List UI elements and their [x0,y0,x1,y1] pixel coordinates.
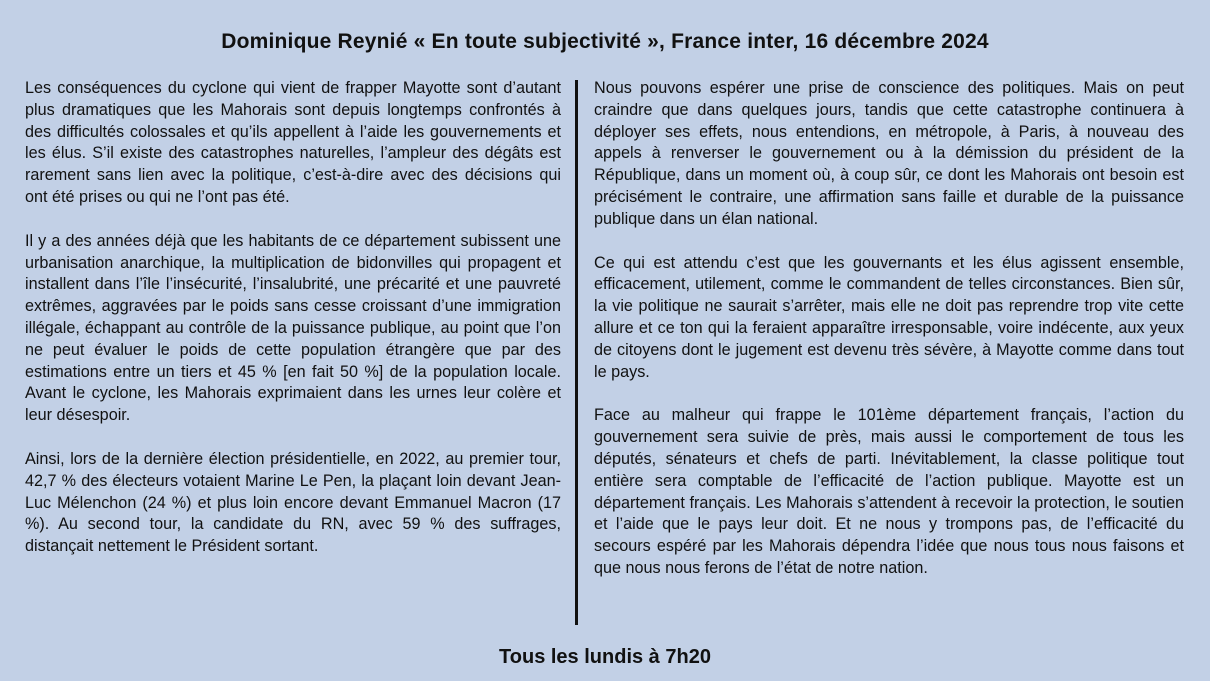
paragraph: Il y a des années déjà que les habitants de ce département subissent une urbanisation anarchique, la multiplication de bidonvilles qui propagent et installent dans l’île l’insécurité, l’insalubrité, une précarité et une pauvreté extrêmes, aggravées par le poids sans cesse croissant d’une immigration illégale, échappant au contrôle de la puissance publique, au point que l’on ne peut évaluer le poids de cette population étrangère que par des estimations entre un tiers et 45 % [en fait 50 %] de la population locale. Avant le cyclone, les Mahorais exprimaient dans les urnes leur colère et leur désespoir. [25,231,561,425]
paragraph: Les conséquences du cyclone qui vient de frapper Mayotte sont d’autant plus dramatiques que les Mahorais sont depuis longtemps confrontés à des difficultés colossales et qu’ils appellent à l’aide les gouvernements et les élus. S’il existe des catastrophes naturelles, l’ampleur des dégâts est rarement sans lien avec la politique, c’est-à-dire avec des décisions qui ont été prises ou qui ne l’ont pas été. [25,79,561,206]
page-title: Dominique Reynié « En toute subjectivité », France inter, 16 décembre 2024 [221,30,989,53]
paragraph: Nous pouvons espérer une prise de conscience des politiques. Mais on peut craindre que dans quelques jours, tandis que cette catastrophe continuera à déployer ses effets, nous entendions, en métropole, à Paris, à nouveau des appels à renverser le gouvernement ou à la démission du président de la République, dans un moment où, à coup sûr, ce dont les Mahorais ont besoin est précisément le contraire, une affirmation sans faille et durable de la puissance publique dans un élan national. [594,79,1184,228]
left-column [25,78,561,580]
right-column [594,78,1184,602]
paragraph: Ainsi, lors de la dernière élection présidentielle, en 2022, au premier tour, 42,7 % des électeurs votaient Marine Le Pen, la plaçant loin devant Jean-Luc Mélenchon (24 %) et plus loin encore devant Emmanuel Macron (17 %). Au second tour, la candidate du RN, avec 59 % des suffrages, distançait nettement le Président sortant. [25,449,561,556]
paragraph: Face au malheur qui frappe le 101ème département français, l’action du gouvernement sera suivie de près, mais aussi le comportement de tous les députés, sénateurs et chefs de parti. Inévitablement, la classe politique tout entière sera comptable de l’efficacité de l’action publique. Mayotte est un département français. Les Mahorais s’attendent à recevoir la protection, le soutien et l’aide que le pays leur doit. Et ne nous y trompons pas, de l’efficacité du secours espéré par les Mahorais dépendra l’idée que nous tous nous faisons et que nous nous ferons de l’état de notre nation. [594,406,1184,577]
column-divider [575,80,578,625]
paragraph: Ce qui est attendu c’est que les gouvernants et les élus agissent ensemble, efficacement, utilement, comme le commandent de telles circonstances. Bien sûr, la vie politique ne saurait s’arrêter, mais elle ne doit pas reprendre trop vite cette allure et ce ton qui la feraient apparaître irresponsable, voire indécente, aux yeux de citoyens dont le jugement est devenu très sévère, à Mayotte comme dans tout le pays. [594,253,1184,381]
footer-schedule: Tous les lundis à 7h20 [499,646,711,668]
